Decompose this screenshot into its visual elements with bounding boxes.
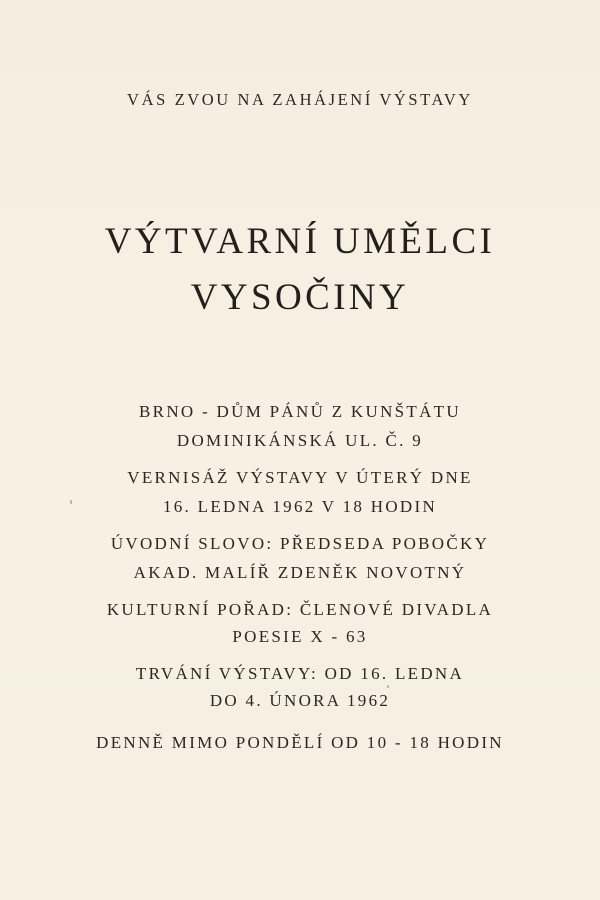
exhibition-title-line-1: VÝTVARNÍ UMĚLCI xyxy=(104,221,496,262)
paper-speck xyxy=(70,500,72,504)
venue-line-1: BRNO - DŮM PÁNŮ Z KUNŠTÁTU xyxy=(139,402,461,421)
cultural-program-line-1: KULTURNÍ POŘAD: ČLENOVÉ DIVADLA xyxy=(106,600,494,619)
vernissage-line-2: 16. LEDNA 1962 V 18 HODIN xyxy=(162,497,438,516)
invitation-header: VÁS ZVOU NA ZAHÁJENÍ VÝSTAVY xyxy=(127,90,473,109)
paper-speck xyxy=(387,685,389,688)
cultural-program-line-2: POESIE X - 63 xyxy=(232,627,368,646)
opening-hours: DENNĚ MIMO PONDĚLÍ OD 10 - 18 HODIN xyxy=(96,733,504,752)
opening-speech-line-2: AKAD. MALÍŘ ZDENĚK NOVOTNÝ xyxy=(133,563,467,582)
exhibition-title-line-2: VYSOČINY xyxy=(190,277,410,318)
vernissage-line-1: VERNISÁŽ VÝSTAVY V ÚTERÝ DNE xyxy=(127,468,473,487)
duration-line-1: TRVÁNÍ VÝSTAVY: OD 16. LEDNA xyxy=(135,664,465,683)
venue-line-2: DOMINIKÁNSKÁ UL. Č. 9 xyxy=(176,431,424,450)
duration-line-2: DO 4. ÚNORA 1962 xyxy=(209,691,391,710)
opening-speech-line-1: ÚVODNÍ SLOVO: PŘEDSEDA POBOČKY xyxy=(110,534,490,553)
